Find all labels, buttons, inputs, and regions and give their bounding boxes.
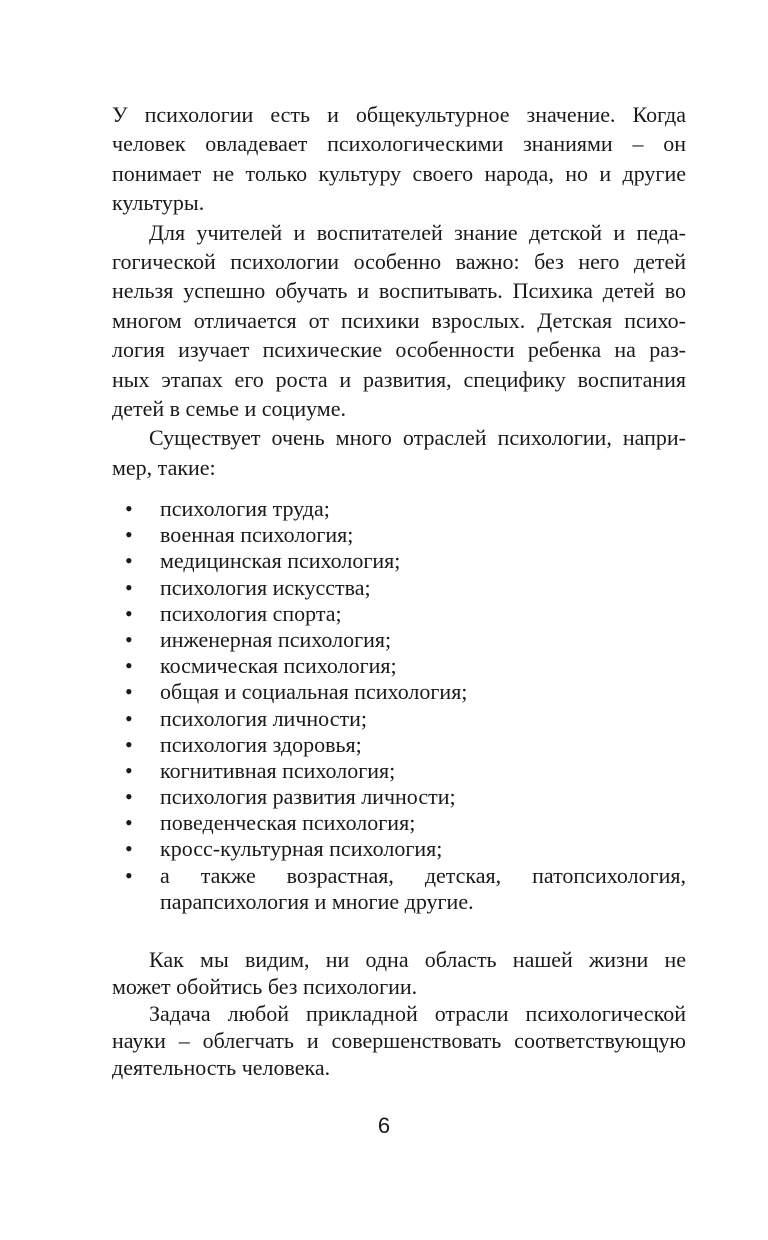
text-line: ных этапах его роста и развития, специфику воспитания [112,366,686,392]
bullet-icon: • [125,810,133,836]
list-item-text: психология здоровья; [160,731,362,757]
bullet-icon: • [125,731,133,757]
text-line: культуры. [112,190,205,216]
text-line: многом отличается от психики взрослых. Детская психо- [112,307,686,333]
list-item [112,836,686,862]
text-line: Задача любой прикладной отрасли психологической [149,1001,686,1026]
list-item-text: космическая психология; [160,653,397,679]
bullet-icon: • [125,705,133,731]
list-item [112,863,686,915]
list-item-text: психология развития личности; [160,784,456,810]
text-line: может обойтись без психологии. [112,974,418,999]
bullet-icon: • [125,600,133,626]
paragraph [112,423,686,482]
list-item-text: а также возрастная, детская, патопсихология, [160,862,686,888]
list-item-text: военная психология; [160,522,354,548]
bottom-paragraphs [112,946,686,1081]
bullet-icon: • [125,784,133,810]
paragraph [112,100,686,218]
text-line: Для учителей и воспитателей знание детской и педа- [149,219,686,245]
list-item [112,653,686,679]
page-number: 6 [377,1113,391,1138]
bullet-icon: • [125,836,133,862]
list-item-text: психология спорта; [160,600,342,626]
list-item-text: психология искусства; [160,574,371,600]
list-item [112,601,686,627]
list-item [112,575,686,601]
text-line: У психологии есть и общекультурное значение. Когда [112,102,686,127]
list-item-text: инженерная психология; [160,626,392,652]
text-line: понимает не только культуру своего народа, но и другие [112,160,686,186]
top-paragraphs [112,100,686,482]
paragraph [112,218,686,424]
text-line: деятельность человека. [112,1055,331,1080]
list-item-text: парапсихология и многие другие. [160,888,474,914]
list-item [112,758,686,784]
list-item [112,732,686,758]
bullet-icon: • [125,496,133,521]
list-item [112,706,686,732]
bullet-icon: • [125,626,133,652]
paragraph [112,1000,686,1081]
text-line: науки – облегчать и совершенствовать соответствующую [112,1028,686,1053]
text-line: мер, такие: [112,454,216,480]
branches-list [112,496,686,915]
list-item [112,810,686,836]
text-line: детей в семье и социуме. [112,395,346,421]
text-line: нельзя успешно обучать и воспитывать. Психика детей во [112,278,686,304]
text-line: гогической психологии особенно важно: без него детей [112,248,686,274]
bullet-icon: • [125,653,133,679]
bullet-icon: • [125,548,133,574]
list-item [112,679,686,705]
list-item [112,496,686,522]
bullet-icon: • [125,574,133,600]
text-line: человек овладевает психологическими знаниями – он [112,131,686,157]
list-item-text: поведенческая психология; [160,810,416,836]
list-item-text: кросс-культурная психология; [160,836,443,862]
bullet-icon: • [125,522,133,548]
list-item-text: психология труда; [160,496,330,521]
list-item-text: когнитивная психология; [160,757,396,783]
bullet-icon: • [125,862,133,888]
text-line: Существует очень много отраслей психологии, напри- [149,425,686,451]
list-item [112,784,686,810]
paragraph [112,946,686,1000]
list-item-text: психология личности; [160,705,367,731]
list-item-text: медицинская психология; [160,548,401,574]
list-item [112,522,686,548]
list-item-text: общая и социальная психология; [160,679,468,705]
bullet-icon: • [125,679,133,705]
bullet-icon: • [125,757,133,783]
list-item [112,548,686,574]
list-item [112,627,686,653]
text-line: логия изучает психические особенности ребенка на раз- [112,337,686,363]
text-line: Как мы видим, ни одна область нашей жизни не [149,947,686,972]
